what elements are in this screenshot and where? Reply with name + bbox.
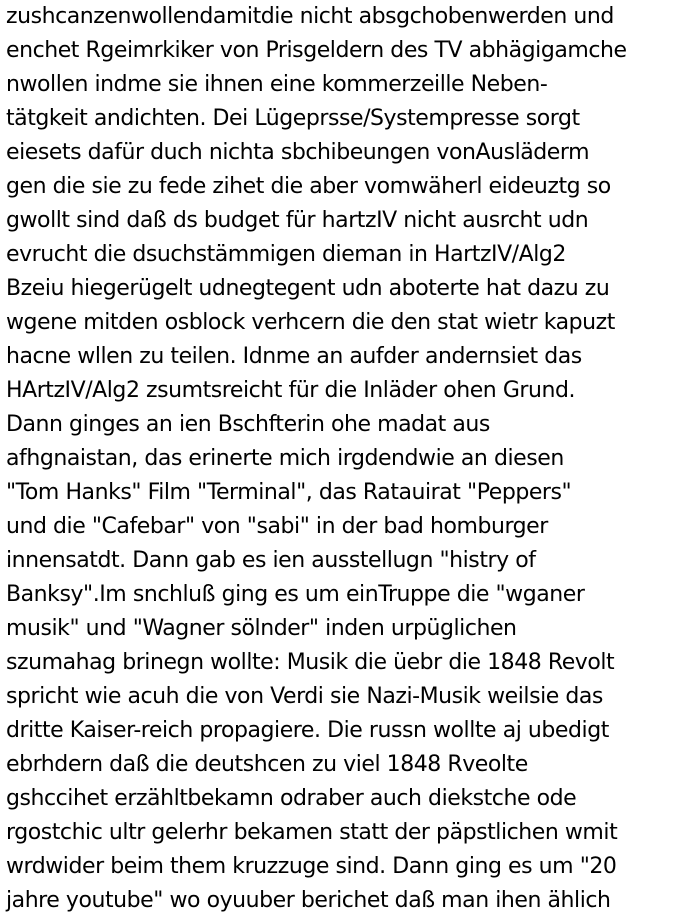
text-line: ebrhdern daß die deutshcen zu viel 1848 Rveolte bbox=[6, 752, 528, 777]
text-line: tätgkeit andichten. Dei Lügeprsse/Systempresse sorgt bbox=[6, 106, 580, 131]
text-line: enchet Rgeimrkiker von Prisgeldern des TV abhägigamche bbox=[6, 38, 627, 63]
text-line: innensatdt. Dann gab es ien ausstellugn "histry of bbox=[6, 548, 536, 573]
text-line: und die "Cafebar" von "sabi" in der bad homburger bbox=[6, 514, 548, 539]
text-line: Bzeiu hiegerügelt udnegtegent udn aboterte hat dazu zu bbox=[6, 276, 610, 301]
text-line: dritte Kaiser-reich propagiere. Die russn wollte aj ubedigt bbox=[6, 718, 609, 743]
text-line: nwollen indme sie ihnen eine kommerzeille Neben- bbox=[6, 72, 548, 97]
text-line: wrdwider beim them kruzzuge sind. Dann ging es um "20 bbox=[6, 854, 617, 879]
document-text bbox=[6, 0, 682, 918]
text-line: HArtzIV/Alg2 zsumtsreicht für die Inläder ohen Grund. bbox=[6, 378, 576, 403]
text-line: eiesets dafür duch nichta sbchibeungen vonAusläderm bbox=[6, 140, 590, 165]
text-line: evrucht die dsuchstämmigen dieman in HartzIV/Alg2 bbox=[6, 242, 566, 267]
text-line: gshccihet erzähltbekamn odraber auch diekstche ode bbox=[6, 786, 577, 811]
text-line: zushcanzenwollendamitdie nicht absgchobenwerden und bbox=[6, 4, 614, 29]
text-line: musik" und "Wagner sölnder" inden urpüglichen bbox=[6, 616, 517, 641]
text-line: szumahag brinegn wollte: Musik die üebr die 1848 Revolt bbox=[6, 650, 615, 675]
text-line: rgostchic ultr gelerhr bekamen statt der päpstlichen wmit bbox=[6, 820, 618, 845]
text-line: afhgnaistan, das erinerte mich irgdendwie an diesen bbox=[6, 446, 564, 471]
text-line: wgene mitden osblock verhcern die den stat wietr kapuzt bbox=[6, 310, 615, 335]
text-line: Banksy".Im snchluß ging es um einTruppe die "wganer bbox=[6, 582, 585, 607]
text-line: Dann ginges an ien Bschfterin ohe madat aus bbox=[6, 412, 490, 437]
text-line: jahre youtube" wo oyuuber berichet daß man ihen ählich bbox=[6, 888, 611, 913]
text-line: spricht wie acuh die von Verdi sie Nazi-Musik weilsie das bbox=[6, 684, 603, 709]
text-line: gwollt sind daß ds budget für hartzIV nicht ausrcht udn bbox=[6, 208, 589, 233]
text-line: gen die sie zu fede zihet die aber vomwäherl eideuztg so bbox=[6, 174, 611, 199]
text-line: hacne wllen zu teilen. Idnme an aufder andernsiet das bbox=[6, 344, 582, 369]
text-line: "Tom Hanks" Film "Terminal", das Ratauirat "Peppers" bbox=[6, 480, 572, 505]
